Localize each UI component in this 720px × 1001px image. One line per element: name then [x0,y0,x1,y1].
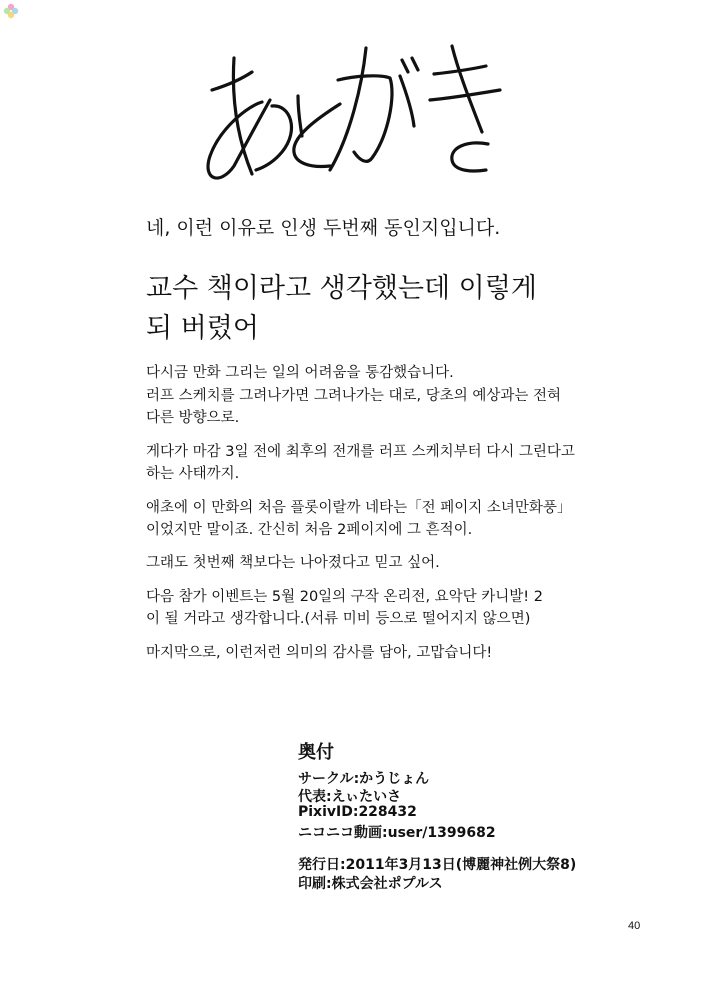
body-line: 애초에 이 만화의 처음 플롯이랄까 네타는「전 페이지 소녀만화풍」 [146,500,572,516]
body-line: 이었지만 말이죠. 간신히 처음 2페이지에 그 흔적이. [146,522,473,538]
colophon-circle: サークル:かうじょん [298,771,430,787]
colophon-printer: 印刷:株式会社ポプルス [298,876,443,892]
body-line: 하는 사태까지. [146,466,240,482]
body-line: 러프 스케치를 그려나가면 그려나가는 대로, 당초의 예상과는 전혀 [146,388,562,404]
body-line: 다른 방향으로. [146,410,240,426]
colophon-nico: ニコニコ動画:user/1399682 [298,825,496,841]
page-number: 40 [628,920,641,932]
colophon-pixiv: PixivID:228432 [298,804,417,820]
colophon-issued: 発行日:2011年3月13日(博麗神社例大祭8) [298,857,577,873]
corner-logo-icon [2,2,20,20]
headline-line-2: 되 버렸어 [146,313,259,344]
body-line: 그래도 첫번째 책보다는 나아졌다고 믿고 싶어. [146,555,440,571]
body-line: 이 될 거라고 생각합니다.(서류 미비 등으로 떨어지지 않으면) [146,611,531,627]
intro-text: 네, 이런 이유로 인생 두번째 동인지입니다. [146,217,501,239]
colophon-title: 奥付 [298,742,334,763]
body-line: 게다가 마감 3일 전에 최후의 전개를 러프 스케치부터 다시 그린다고 [146,444,575,460]
handwritten-title [190,40,520,190]
headline-line-1: 교수 책이라고 생각했는데 이렇게 [146,273,537,304]
colophon-representative: 代表:えぃたいさ [298,789,402,805]
body-line: 다시금 만화 그리는 일의 어려움을 통감했습니다. [146,365,454,381]
body-line: 마지막으로, 이런저런 의미의 감사를 담아, 고맙습니다! [146,645,493,661]
body-line: 다음 참가 이벤트는 5월 20일의 구작 온리전, 요악단 카니발! 2 [146,589,543,605]
